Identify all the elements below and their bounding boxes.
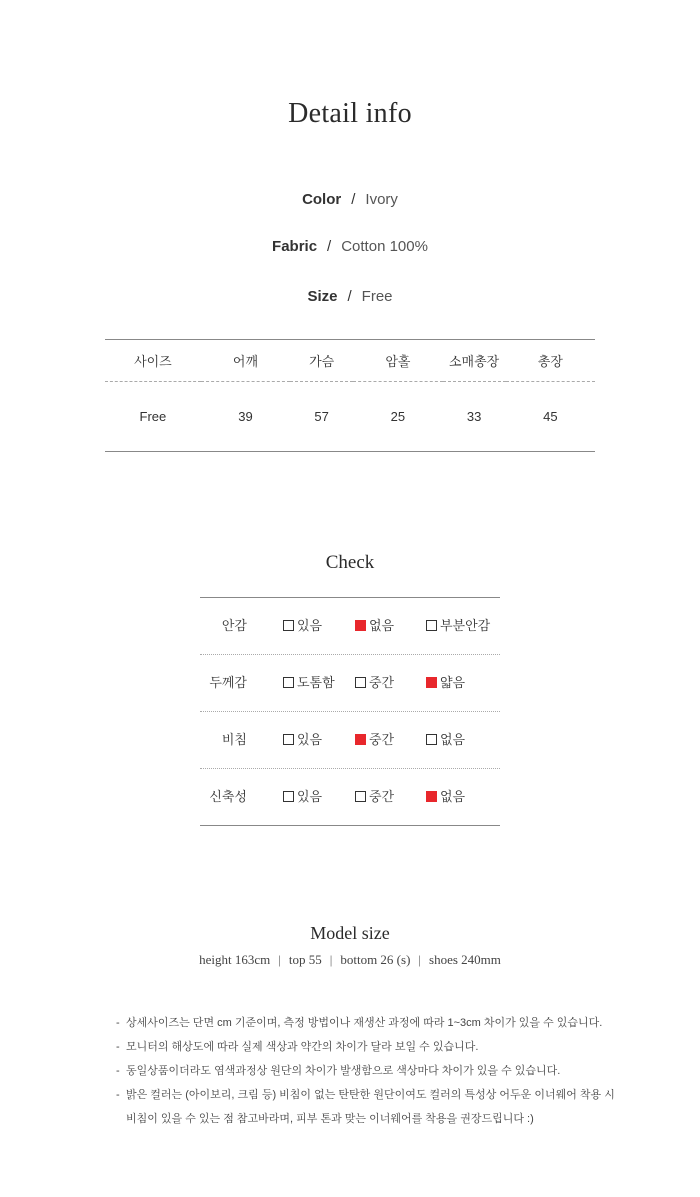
note-bullet: - <box>116 1089 120 1101</box>
option-label: 중간 <box>369 675 395 690</box>
model-shoes: shoes 240mm <box>429 952 501 967</box>
option-label: 없음 <box>440 789 466 804</box>
option-label: 얇음 <box>440 675 466 690</box>
note-bullet: - <box>116 1041 120 1053</box>
color-value: Ivory <box>365 191 398 208</box>
fabric-key: Fabric <box>272 238 318 255</box>
checkbox <box>355 734 366 745</box>
fabric-value: Cotton 100% <box>341 238 428 255</box>
check-option <box>355 769 394 825</box>
header-sleeve-length: 소매총장 <box>443 340 506 382</box>
color-spec <box>0 191 700 208</box>
note-text: 동일상품이더라도 염색과정상 원단의 차이가 발생함으로 색상마다 차이가 있을 수 있습니다. <box>126 1065 561 1077</box>
check-title: Check <box>325 552 375 573</box>
model-top: top 55 <box>288 952 322 967</box>
fabric-spec <box>0 238 700 255</box>
list-item <box>116 1059 616 1083</box>
size-table <box>105 339 595 452</box>
check-label: 두께감 <box>209 675 247 690</box>
option-label: 있음 <box>297 618 323 633</box>
check-option <box>283 712 322 768</box>
note-text: 상세사이즈는 단면 cm 기준이며, 측정 방법이나 재생산 과정에 따라 1~3cm 차이가 있을 수 있습니다. <box>126 1017 603 1029</box>
list-item <box>116 1083 616 1131</box>
care-notes <box>116 1011 616 1131</box>
header-size: 사이즈 <box>105 340 201 382</box>
checkbox <box>283 734 294 745</box>
model-size-title: Model size <box>310 923 390 943</box>
checkbox <box>426 791 437 802</box>
check-option <box>283 598 322 654</box>
check-option <box>426 712 465 768</box>
option-label: 있음 <box>297 732 323 747</box>
check-option <box>426 598 490 654</box>
list-item <box>116 1035 616 1059</box>
color-separator: / <box>351 191 356 208</box>
list-item <box>116 1011 616 1035</box>
note-bullet: - <box>116 1017 120 1029</box>
checkbox <box>355 677 366 688</box>
cell-sleeve-length: 33 <box>466 409 482 424</box>
size-separator: / <box>347 288 352 305</box>
model-size-specs <box>0 952 700 968</box>
size-value: Free <box>361 288 393 305</box>
note-bullet: - <box>116 1065 120 1077</box>
check-label: 비침 <box>221 732 247 747</box>
table-row <box>105 382 595 452</box>
cell-shoulder: 39 <box>238 409 253 424</box>
checkbox <box>426 620 437 631</box>
model-bottom: bottom 26 (s) <box>340 952 411 967</box>
size-key: Size <box>307 288 338 305</box>
checkbox <box>283 791 294 802</box>
spec-divider: | <box>418 952 422 967</box>
checkbox <box>355 620 366 631</box>
note-text: 밝은 컬러는 (아이보리, 크림 등) 비침이 없는 탄탄한 원단이여도 컬러의 특성상 어두운 이너웨어 착용 시 비침이 있을 수 있는 점 참고바라며, 피부 톤과 맞는 이너웨어를 착용을 권장드립니다 :) <box>126 1089 615 1125</box>
cell-chest: 57 <box>314 409 329 424</box>
check-option <box>283 769 322 825</box>
header-armhole: 암홀 <box>353 340 442 382</box>
spec-divider: | <box>329 952 333 967</box>
cell-size: Free <box>139 409 167 424</box>
size-table-header-row <box>105 340 595 382</box>
spec-divider: | <box>278 952 281 967</box>
option-label: 없음 <box>369 618 395 633</box>
check-option <box>355 655 394 711</box>
checkbox <box>283 620 294 631</box>
cell-armhole: 25 <box>390 409 406 424</box>
header-chest: 가슴 <box>290 340 353 382</box>
check-row-sheerness <box>200 711 500 768</box>
checkbox <box>426 734 437 745</box>
option-label: 부분안감 <box>440 618 491 633</box>
note-text: 모니터의 해상도에 따라 실제 색상과 약간의 차이가 달라 보일 수 있습니다. <box>126 1041 479 1053</box>
check-label: 신축성 <box>209 789 247 804</box>
check-row-lining <box>200 598 500 654</box>
option-label: 도톰함 <box>297 675 335 690</box>
check-option <box>426 769 465 825</box>
header-shoulder: 어깨 <box>201 340 290 382</box>
option-label: 중간 <box>369 732 395 747</box>
detail-info-title: Detail info <box>288 98 412 129</box>
check-option <box>355 598 394 654</box>
check-row-thickness <box>200 654 500 711</box>
option-label: 있음 <box>297 789 323 804</box>
model-height: height 163cm <box>199 952 271 967</box>
check-option <box>355 712 394 768</box>
color-key: Color <box>302 191 342 208</box>
cell-total-length: 45 <box>543 409 558 424</box>
check-option <box>283 655 335 711</box>
check-option <box>426 655 465 711</box>
header-total-length: 총장 <box>506 340 595 382</box>
option-label: 중간 <box>369 789 395 804</box>
check-label: 안감 <box>221 618 247 633</box>
checkbox <box>283 677 294 688</box>
check-table <box>200 597 500 826</box>
check-row-stretch <box>200 768 500 825</box>
option-label: 없음 <box>440 732 466 747</box>
fabric-separator: / <box>327 238 332 255</box>
checkbox <box>355 791 366 802</box>
size-spec <box>0 288 700 305</box>
checkbox <box>426 677 437 688</box>
